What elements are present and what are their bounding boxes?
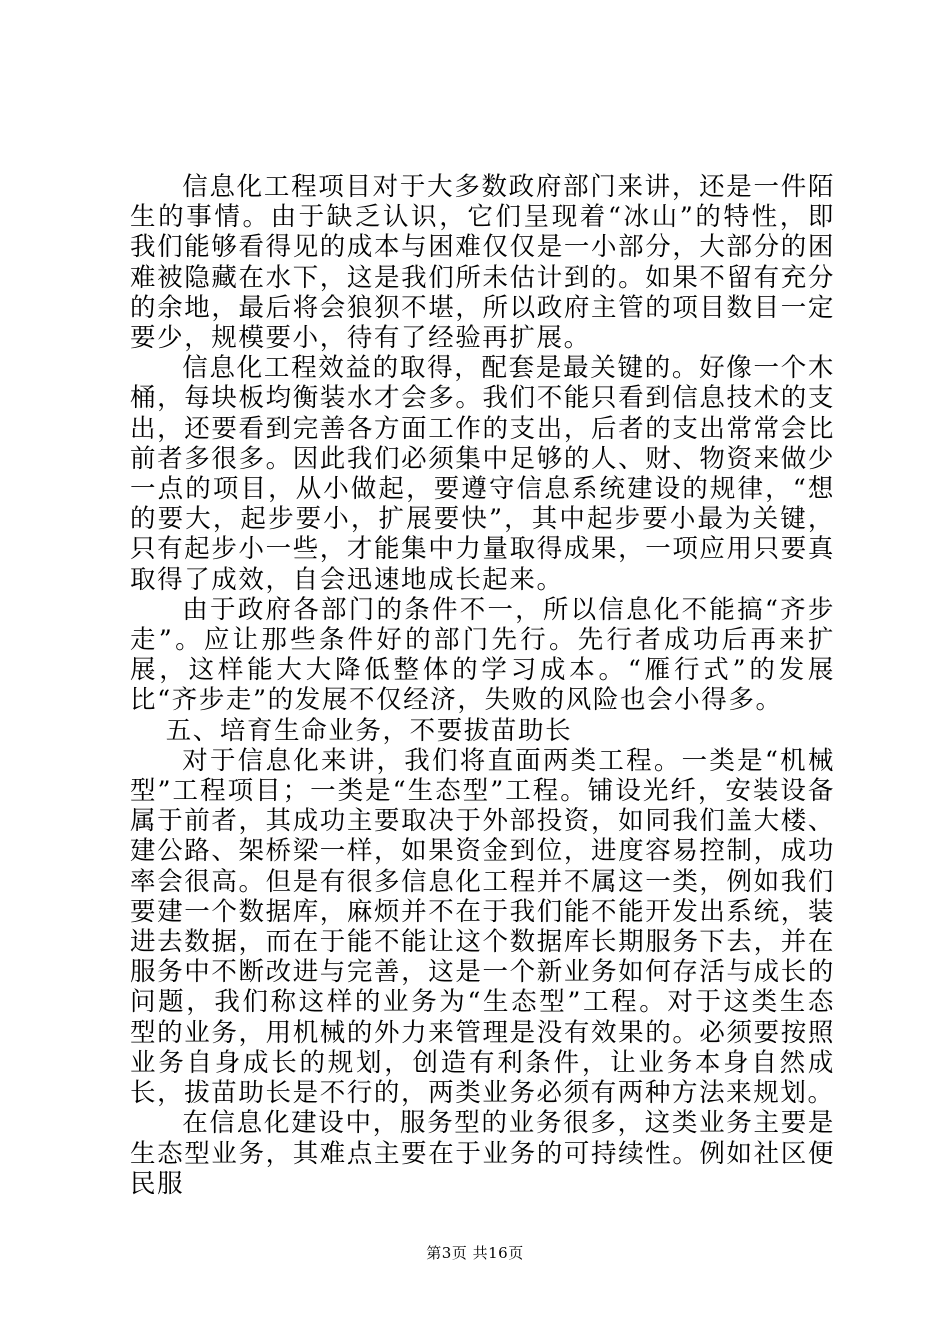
paragraph-5: 在信息化建设中，服务型的业务很多，这类业务主要是生态型业务，其难点主要在于业务的可持续性。例如社区便民服 bbox=[130, 1108, 835, 1199]
paragraph-4: 对于信息化来讲，我们将直面两类工程。一类是“机械型”工程项目；一类是“生态型”工程。铺设光纤，安装设备属于前者，其成功主要取决于外部投资，如同我们盖大楼、建公路、架桥梁一样，如果资金到位，进度容易控制，成功率会很高。但是有很多信息化工程并不属这一类，例如我们要建一个数据库，麻烦并不在于我们能不能开发出系统，装进去数据，而在于能不能让这个数据库长期服务下去，并在服务中不断改进与完善，这是一个新业务如何存活与成长的问题，我们称这样的业务为“生态型”工程。对于这类生态型的业务，用机械的外力来管理是没有效果的。必须要按照业务自身成长的规划，创造有利条件，让业务本身自然成长，拔苗助长是不行的，两类业务必须有两种方法来规划。 bbox=[130, 745, 836, 1109]
page-number-footer: 第3页 共16页 bbox=[426, 1244, 524, 1262]
paragraph-1: 信息化工程项目对于大多数政府部门来讲，还是一件陌生的事情。由于缺乏认识，它们呈现着“冰山”的特性，即我们能够看得见的成本与困难仅仅是一小部分，大部分的困难被隐藏在水下，这是我们所未估计到的。如果不留有充分的余地，最后将会狼狈不堪，所以政府主管的项目数目一定要少，规模要小，待有了经验再扩展。 bbox=[130, 172, 835, 354]
paragraph-3: 由于政府各部门的条件不一，所以信息化不能搞“齐步走”。应让那些条件好的部门先行。先行者成功后再来扩展，这样能大大降低整体的学习成本。“雁行式”的发展比“齐步走”的发展不仅经济，失败的风险也会小得多。 bbox=[130, 594, 836, 716]
paragraph-2: 信息化工程效益的取得，配套是最关键的。好像一个木桶，每块板均衡装水才会多。我们不能只看到信息技术的支出，还要看到完善各方面工作的支出，后者的支出常常会比前者多很多。因此我们必须集中足够的人、财、物资来做少一点的项目，从小做起，要遵守信息系统建设的规律，“想的要大，起步要小，扩展要快”，其中起步要小最为关键，只有起步小一些，才能集中力量取得成果，一项应用只要真取得了成效，自会迅速地成长起来。 bbox=[130, 353, 835, 595]
section-heading: 五、培育生命业务，不要拔苗助长 bbox=[165, 715, 573, 746]
document-body bbox=[130, 172, 835, 1199]
